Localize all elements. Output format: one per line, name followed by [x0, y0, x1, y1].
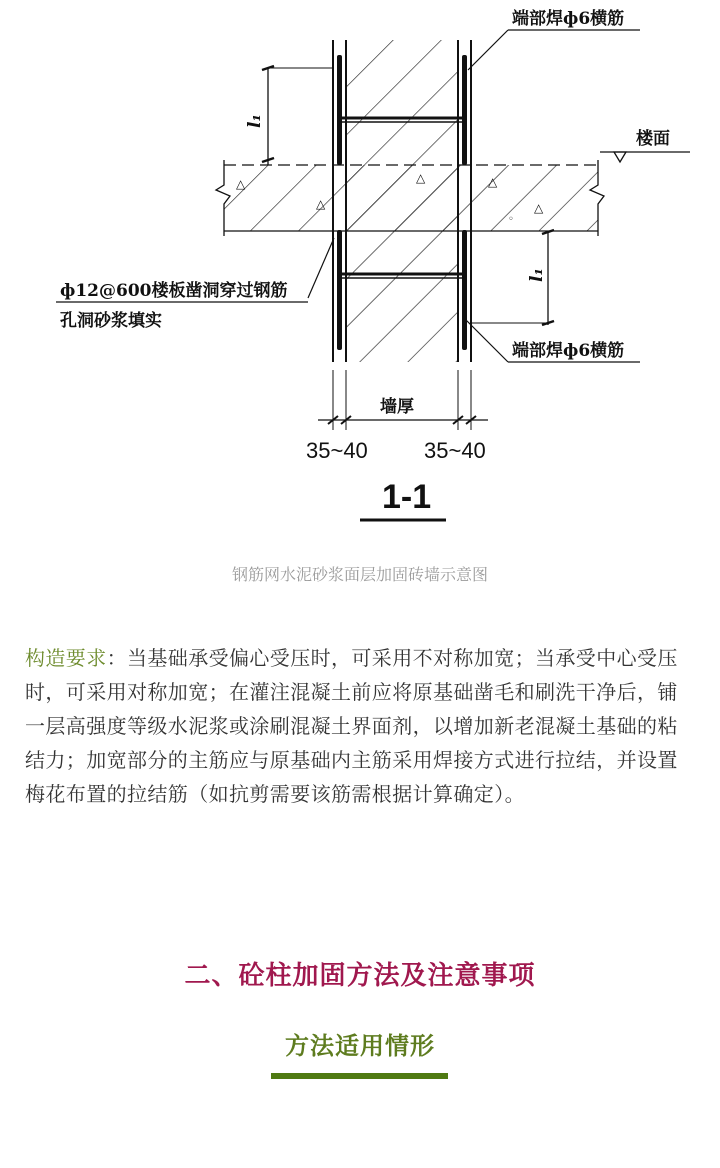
sub-heading-underline [271, 1073, 448, 1079]
floor-label: 楼面 [636, 129, 670, 149]
slab-hatch [224, 165, 598, 231]
svg-text:△: △ [416, 171, 426, 185]
svg-text:△: △ [316, 197, 326, 211]
rebar-note-line2: 孔洞砂浆填实 [60, 311, 162, 331]
dim-left-label: 35~40 [306, 438, 368, 463]
paragraph-lead: 构造要求 [25, 646, 107, 670]
svg-text:△: △ [534, 201, 544, 215]
l1-bottom-label: l₁ [527, 268, 547, 282]
svg-text:△: △ [488, 175, 498, 189]
wall-section-diagram [0, 0, 720, 545]
construction-requirements-paragraph [25, 641, 695, 811]
svg-text:△: △ [236, 177, 246, 191]
section-mark: 1-1 [382, 478, 432, 516]
top-weld-label: 端部焊ф6横筋 [512, 9, 625, 29]
section-heading: 二、砼柱加固方法及注意事项 [184, 961, 536, 991]
l1-top-label: l₁ [245, 114, 265, 128]
sub-heading: 方法适用情形 [285, 1032, 435, 1060]
bottom-weld-label: 端部焊ф6横筋 [512, 341, 625, 361]
paragraph-body: ：当基础承受偏心受压时，可采用不对称加宽；当承受中心受压时，可采用对称加宽；在灌注混凝土前应将原基础凿毛和刷洗干净后，铺一层高强度等级水泥浆或涂刷混凝土界面剂，以增加新老混凝土基础的粘结力；加宽部分的主筋应与原基础内主筋采用焊接方式进行拉结，并设置梅花布置的拉结筋（如抗剪需要该筋需根据计算确定）。 [25, 646, 678, 806]
rebar-note-line1: ф12@600楼板凿洞穿过钢筋 [60, 281, 288, 301]
svg-text:◦: ◦ [508, 214, 514, 225]
wall-thickness-label: 墙厚 [380, 397, 414, 417]
figure-caption: 钢筋网水泥砂浆面层加固砖墙示意图 [231, 565, 488, 584]
dim-right-label: 35~40 [424, 438, 486, 463]
